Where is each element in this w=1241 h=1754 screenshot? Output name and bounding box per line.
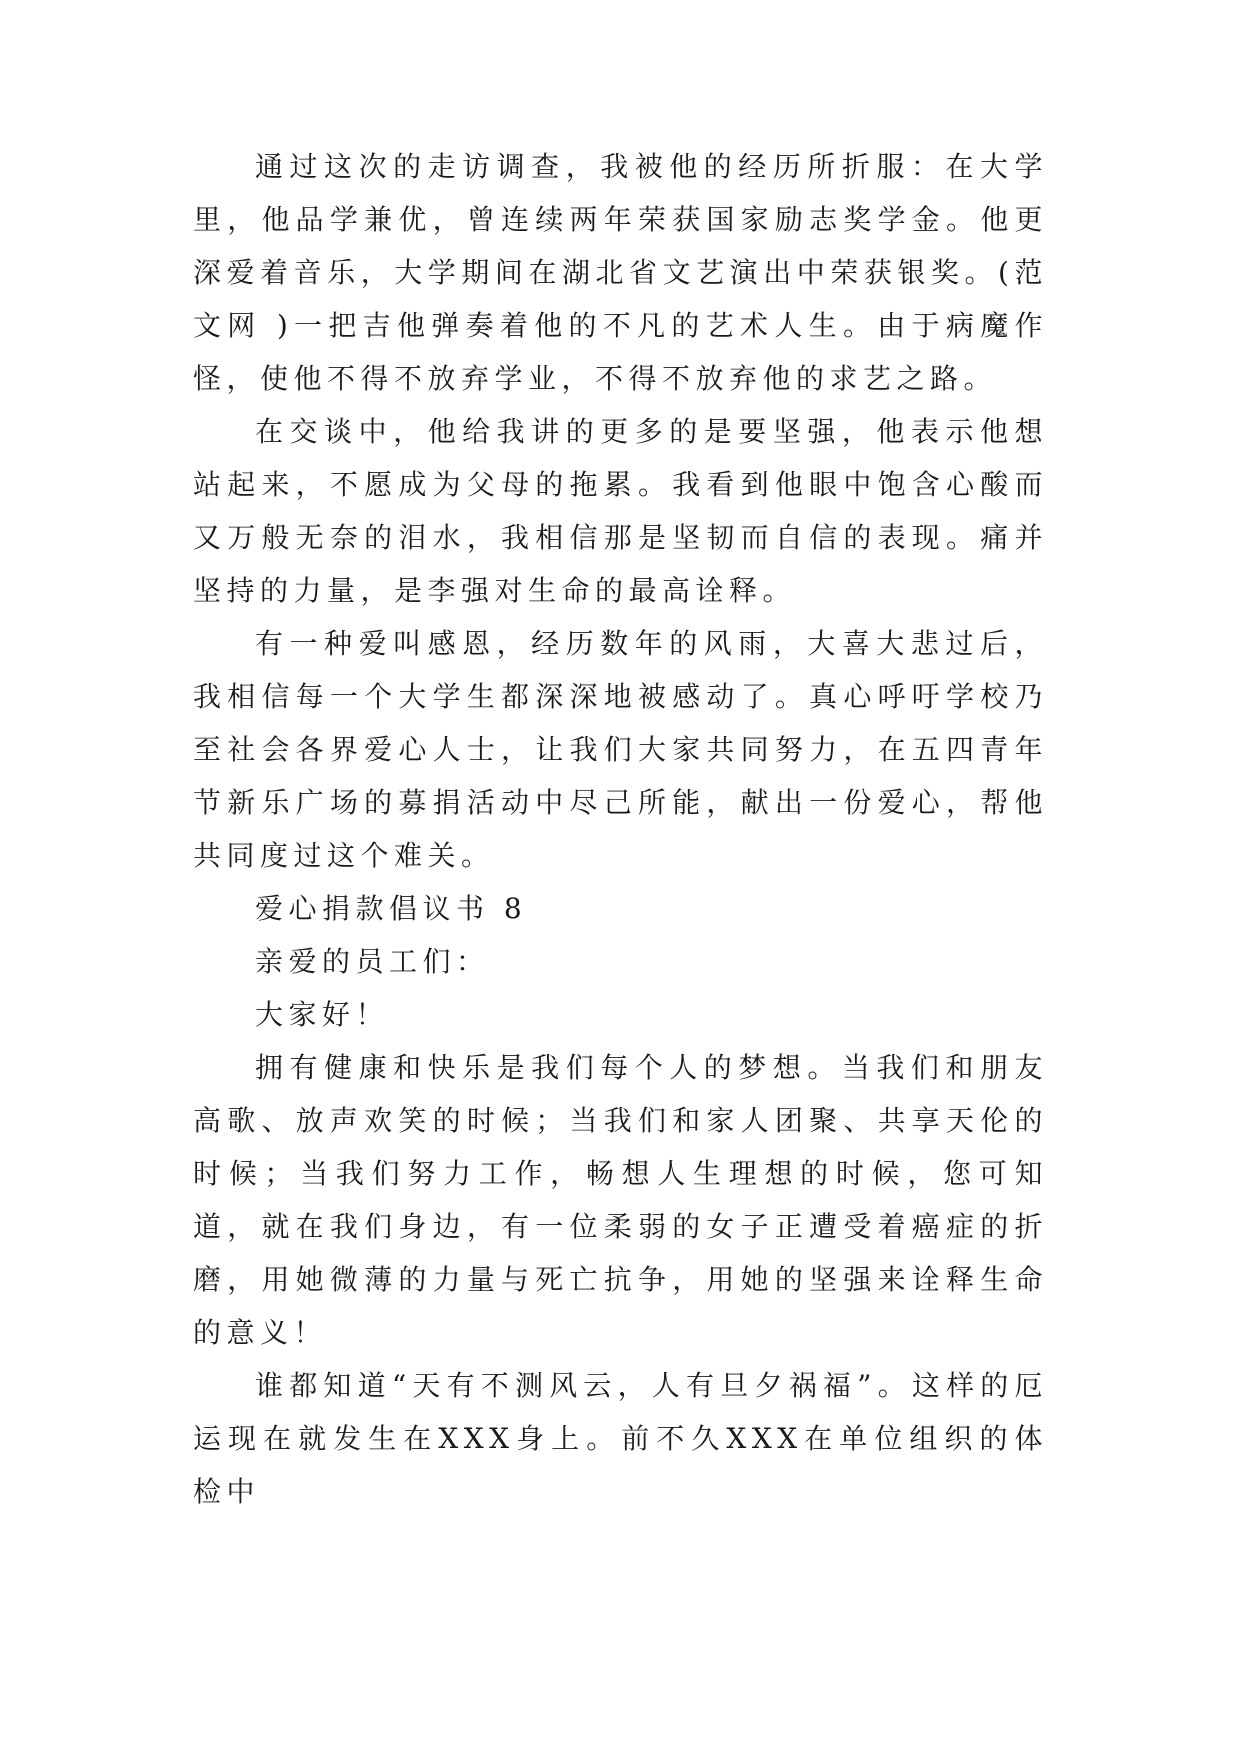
paragraph-misfortune: 谁都知道“天有不测风云，人有旦夕祸福”。这样的厄运现在就发生在XXX身上。前不久XXX在单位组织的体检中 [193,1369,1048,1508]
paragraph-health-happiness: 拥有健康和快乐是我们每个人的梦想。当我们和朋友高歌、放声欢笑的时候；当我们和家人团聚、共享天伦的时候；当我们努力工作，畅想人生理想的时候，您可知道，就在我们身边，有一位柔弱的女子正遭受着癌症的折磨，用她微薄的力量与死亡抗争，用她的坚强来诠释生命的意义！ [193,1051,1048,1349]
paragraph-gratitude-appeal: 有一种爱叫感恩，经历数年的风雨，大喜大悲过后，我相信每一个大学生都深深地被感动了。真心呼吁学校乃至社会各界爱心人士，让我们大家共同努力，在五四青年节新乐广场的募捐活动中尽己所能，献出一份爱心，帮他共同度过这个难关。 [193,627,1048,872]
section-heading: 爱心捐款倡议书 8 [255,892,528,925]
paragraph-conversation: 在交谈中，他给我讲的更多的是要坚强，他表示他想站起来，不愿成为父母的拖累。我看到他眼中饱含心酸而又万般无奈的泪水，我相信那是坚韧而自信的表现。痛并坚持的力量，是李强对生命的最高诠释。 [193,415,1048,607]
greeting: 大家好！ [255,998,390,1031]
paragraph-visit-survey: 通过这次的走访调查，我被他的经历所折服：在大学里，他品学兼优，曾连续两年荣获国家励志奖学金。他更深爱着音乐，大学期间在湖北省文艺演出中荣获银奖。(范文网 )一把吉他弹奏着他的不凡的艺术人生。由于病魔作怪，使他不得不放弃学业，不得不放弃他的求艺之路。 [193,150,1048,395]
salutation: 亲爱的员工们： [255,945,490,978]
document-page [193,140,1048,1518]
